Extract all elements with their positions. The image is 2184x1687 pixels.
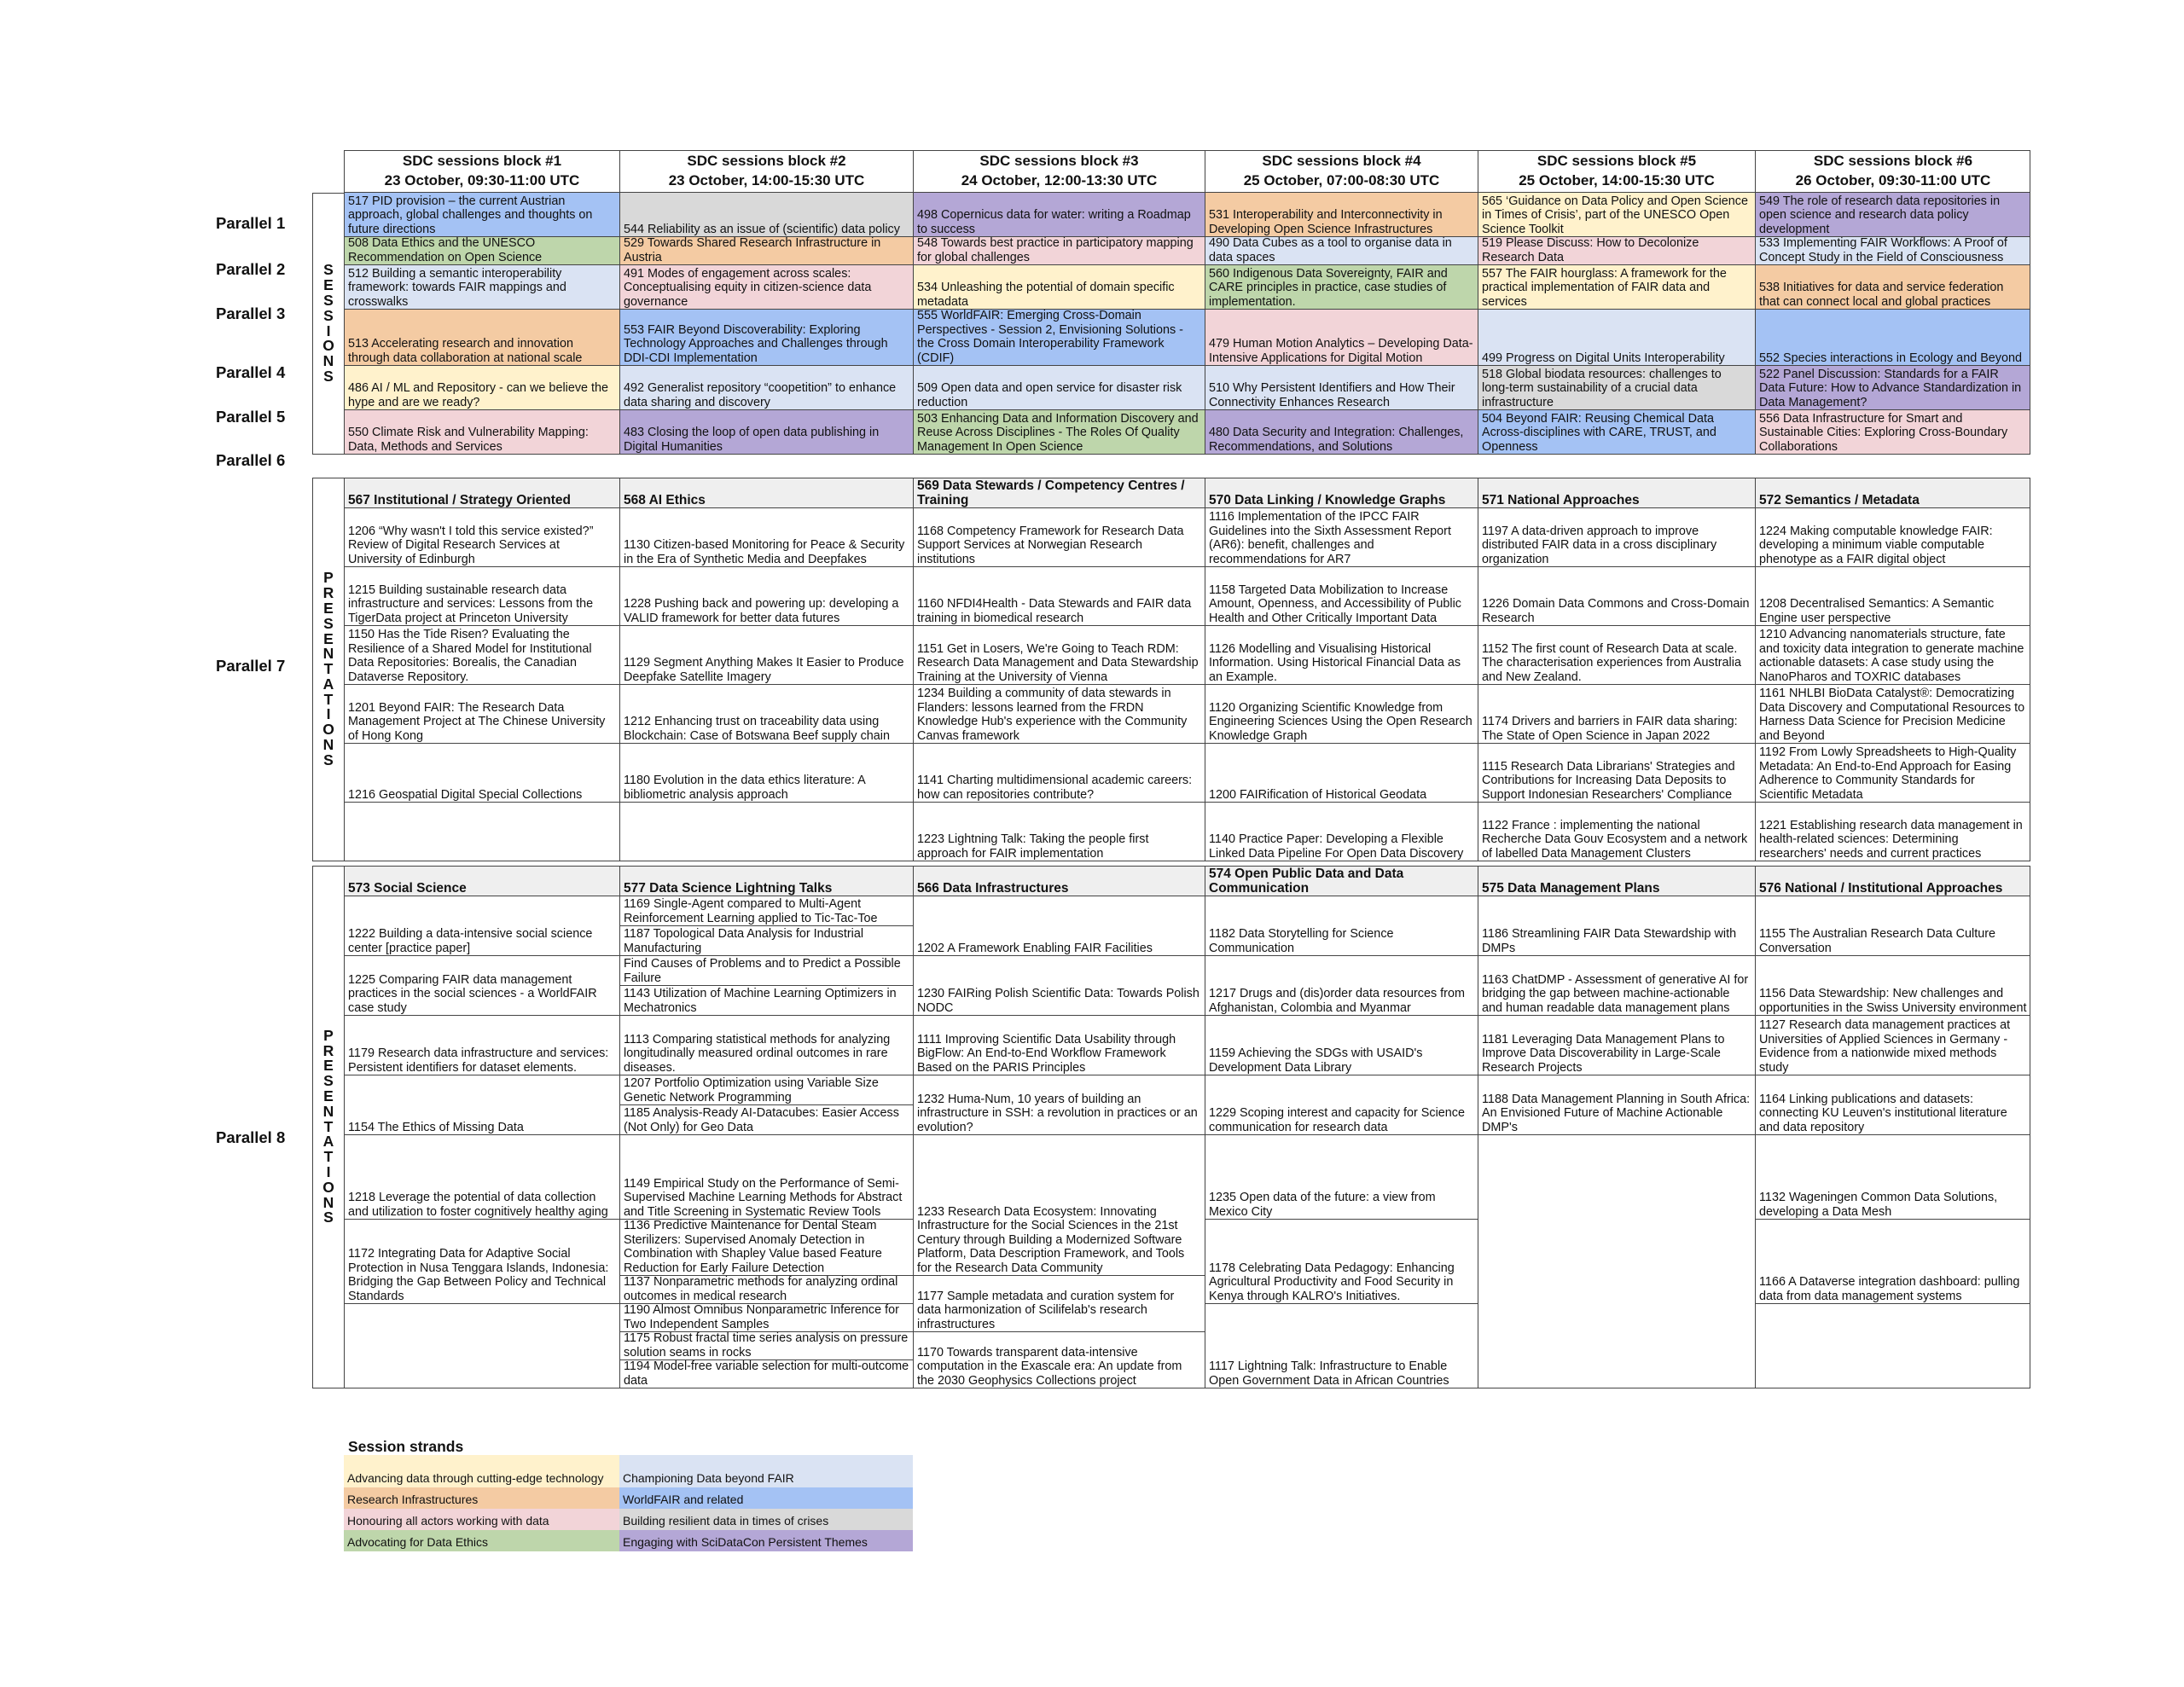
presentation-cell[interactable]: 1160 NFDI4Health - Data Stewards and FAIR data training in biomedical research bbox=[913, 567, 1205, 626]
presentation-cell[interactable]: 1178 Celebrating Data Pedagogy: Enhancing Agricultural Productivity and Food Security in Kenya through KALRO's Initiatives. bbox=[1205, 1220, 1478, 1304]
block-header bbox=[344, 150, 619, 193]
session-cell[interactable]: 552 Species interactions in Ecology and Beyond bbox=[1755, 310, 2030, 366]
session-cell[interactable]: 533 Implementing FAIR Workflows: A Proof of Concept Study in the Field of Consciousness bbox=[1755, 237, 2030, 265]
presentation-cell[interactable]: 1181 Leveraging Data Management Plans to Improve Data Discoverability in Large-Scale Research Projects bbox=[1478, 1016, 1755, 1075]
session-cell[interactable]: 509 Open data and open service for disaster risk reduction bbox=[913, 366, 1205, 410]
presentation-cell[interactable]: 1166 A Dataverse integration dashboard: pulling data from data management systems bbox=[1755, 1220, 2030, 1304]
presentation-cell[interactable]: 1182 Data Storytelling for Science Communication bbox=[1205, 896, 1478, 956]
presentation-cell[interactable]: 1129 Segment Anything Makes It Easier to Produce Deepfake Satellite Imagery bbox=[619, 626, 913, 685]
presentation-cell[interactable]: 1141 Charting multidimensional academic careers: how can repositories contribute? bbox=[913, 744, 1205, 803]
presentation-cell[interactable]: 1226 Domain Data Commons and Cross-Domain Research bbox=[1478, 567, 1755, 626]
block-title: SDC sessions block #5 bbox=[1536, 153, 1697, 169]
presentation-cell[interactable]: 1159 Achieving the SDGs with USAID's Development Data Library bbox=[1205, 1016, 1478, 1075]
presentations-vertical-label: P R E S E N T A T I O N S bbox=[312, 866, 344, 1388]
presentation-cell[interactable] bbox=[344, 1304, 619, 1388]
presentation-cell[interactable]: 1130 Citizen-based Monitoring for Peace & Security in the Era of Synthetic Media and Deepfakes bbox=[619, 508, 913, 567]
section-header: 574 Open Public Data and Data Communication bbox=[1205, 866, 1478, 896]
presentation-cell[interactable]: 1136 Predictive Maintenance for Dental Steam Sterilizers: Supervised Anomaly Detection in Combination with Shapley Value based Feature Reduction for Early Failure Detection bbox=[619, 1220, 913, 1276]
section-header: 570 Data Linking / Knowledge Graphs bbox=[1205, 478, 1478, 508]
block-title: SDC sessions block #4 bbox=[1262, 153, 1421, 169]
sessions-vertical-label: S E S S I O N S bbox=[312, 193, 344, 455]
presentation-cell[interactable]: 1120 Organizing Scientific Knowledge from Engineering Sciences Using the Open Research Knowledge Graph bbox=[1205, 685, 1478, 744]
presentation-cell[interactable]: 1235 Open data of the future: a view from Mexico City bbox=[1205, 1135, 1478, 1220]
session-cell[interactable]: 556 Data Infrastructure for Smart and Sustainable Cities: Exploring Cross-Boundary Collaborations bbox=[1755, 410, 2030, 455]
presentation-cell[interactable]: 1232 Huma-Num, 10 years of building an infrastructure in SSH: a revolution in practices or an evolution? bbox=[913, 1075, 1205, 1135]
block-header bbox=[1478, 150, 1755, 193]
presentation-cell[interactable]: 1212 Enhancing trust on traceability data using Blockchain: Case of Botswana Beef supply chain bbox=[619, 685, 913, 744]
presentation-cell[interactable]: 1218 Leverage the potential of data collection and utilization to foster cognitively healthy aging bbox=[344, 1135, 619, 1220]
legend-item: Engaging with SciDataCon Persistent Themes bbox=[619, 1530, 913, 1551]
section-header: 571 National Approaches bbox=[1478, 478, 1755, 508]
presentation-cell[interactable]: 1170 Towards transparent data-intensive computation in the Exascale era: An update from the 2030 Geophysics Collections project bbox=[913, 1332, 1205, 1388]
presentation-cell[interactable]: 1223 Lightning Talk: Taking the people first approach for FAIR implementation bbox=[913, 803, 1205, 861]
section-header: 576 National / Institutional Approaches bbox=[1755, 866, 2030, 896]
presentation-cell[interactable]: 1111 Improving Scientific Data Usability through BigFlow: An End-to-End Workflow Framework Based on the PARIS Principles bbox=[913, 1016, 1205, 1075]
presentation-cell[interactable] bbox=[1755, 1304, 2030, 1388]
session-cell[interactable]: 538 Initiatives for data and service federation that can connect local and global practices bbox=[1755, 265, 2030, 310]
presentation-cell[interactable]: 1174 Drivers and barriers in FAIR data sharing: The State of Open Science in Japan 2022 bbox=[1478, 685, 1755, 744]
presentation-cell[interactable]: 1180 Evolution in the data ethics literature: A bibliometric analysis approach bbox=[619, 744, 913, 803]
presentation-cell[interactable]: 1115 Research Data Librarians' Strategies and Contributions for Increasing Data Deposits to Support Indonesian Researchers' Compliance bbox=[1478, 744, 1755, 803]
presentation-cell[interactable]: 1197 A data-driven approach to improve distributed FAIR data in a cross disciplinary organization bbox=[1478, 508, 1755, 567]
session-cell[interactable]: 534 Unleashing the potential of domain specific metadata bbox=[913, 265, 1205, 310]
presentation-cell[interactable] bbox=[1478, 1135, 1755, 1388]
presentation-cell[interactable]: 1158 Targeted Data Mobilization to Increase Amount, Openness, and Accessibility of Public Health and Other Critically Important Data bbox=[1205, 567, 1478, 626]
presentation-cell[interactable]: 1143 Utilization of Machine Learning Optimizers in Mechatronics bbox=[619, 986, 913, 1016]
session-cell[interactable]: 544 Reliability as an issue of (scientific) data policy bbox=[619, 193, 913, 237]
presentation-cell[interactable]: 1234 Building a community of data stewards in Flanders: lessons learned from the FRDN Knowledge Hub's experience with the Community Canvas framework bbox=[913, 685, 1205, 744]
block-header bbox=[1205, 150, 1478, 193]
presentation-cell[interactable]: 1113 Comparing statistical methods for analyzing longitudinally measured ordinal outcomes in rare diseases. bbox=[619, 1016, 913, 1075]
session-cell[interactable]: 531 Interoperability and Interconnectivity in Developing Open Science Infrastructures bbox=[1205, 193, 1478, 237]
presentation-cell[interactable]: 1150 Has the Tide Risen? Evaluating the Resilience of a Shared Model for Institutional Data Repositories: Borealis, the Canadian Dataverse Repository. bbox=[344, 626, 619, 685]
legend-title: Session strands bbox=[348, 1438, 464, 1455]
presentation-cell[interactable]: 1164 Linking publications and datasets: connecting KU Leuven's institutional literature and data repository bbox=[1755, 1075, 2030, 1135]
block-header bbox=[1755, 150, 2030, 193]
presentation-cell[interactable]: 1188 Data Management Planning in South Africa: An Envisioned Future of Machine Actionable DMP's bbox=[1478, 1075, 1755, 1135]
parallel-label: Parallel 1 bbox=[216, 214, 286, 232]
presentation-cell[interactable]: 1208 Decentralised Semantics: A Semantic Engine user perspective bbox=[1755, 567, 2030, 626]
block-title: SDC sessions block #1 bbox=[402, 153, 562, 169]
presentation-cell[interactable]: 1187 Topological Data Analysis for Industrial Manufacturing bbox=[619, 926, 913, 956]
presentation-cell[interactable]: 1140 Practice Paper: Developing a Flexible Linked Data Pipeline For Open Data Discovery bbox=[1205, 803, 1478, 861]
legend-item: Advocating for Data Ethics bbox=[344, 1530, 619, 1551]
legend-item: Championing Data beyond FAIR bbox=[619, 1455, 913, 1487]
presentation-cell[interactable]: 1126 Modelling and Visualising Historical Information. Using Historical Financial Data as an Example. bbox=[1205, 626, 1478, 685]
presentation-cell[interactable]: 1151 Get in Losers, We're Going to Teach RDM: Research Data Management and Data Stewardship Training at the University of Vienna bbox=[913, 626, 1205, 685]
block-date: 25 October, 14:00-15:30 UTC bbox=[1519, 172, 1715, 188]
legend-item: Research Infrastructures bbox=[344, 1487, 619, 1509]
session-cell[interactable]: 517 PID provision – the current Austrian approach, global challenges and thoughts on future directions bbox=[344, 193, 619, 237]
presentation-cell[interactable]: 1156 Data Stewardship: New challenges and opportunities in the Swiss University environment bbox=[1755, 956, 2030, 1016]
section-header: 577 Data Science Lightning Talks bbox=[619, 866, 913, 896]
presentation-cell[interactable]: 1190 Almost Omnibus Nonparametric Inference for Two Independent Samples bbox=[619, 1304, 913, 1332]
block-title: SDC sessions block #2 bbox=[687, 153, 846, 169]
section-header: 573 Social Science bbox=[344, 866, 619, 896]
session-cell[interactable]: 498 Copernicus data for water: writing a Roadmap to success bbox=[913, 193, 1205, 237]
presentation-cell[interactable]: 1117 Lightning Talk: Infrastructure to Enable Open Government Data in African Countries bbox=[1205, 1304, 1478, 1388]
presentation-cell[interactable]: 1230 FAIRing Polish Scientific Data: Towards Polish NODC bbox=[913, 956, 1205, 1016]
session-cell[interactable]: 508 Data Ethics and the UNESCO Recommendation on Open Science bbox=[344, 237, 619, 265]
section-header: 575 Data Management Plans bbox=[1478, 866, 1755, 896]
session-cell[interactable]: 549 The role of research data repositories in open science and research data policy development bbox=[1755, 193, 2030, 237]
presentations-vertical-label: P R E S E N T A T I O N S bbox=[312, 478, 344, 861]
presentation-cell[interactable]: 1224 Making computable knowledge FAIR: developing a minimum viable computable phenotype as a FAIR digital object bbox=[1755, 508, 2030, 567]
presentation-cell[interactable]: 1225 Comparing FAIR data management practices in the social sciences - a WorldFAIR case study bbox=[344, 956, 619, 1016]
section-header: 569 Data Stewards / Competency Centres / Training bbox=[913, 478, 1205, 508]
presentation-cell[interactable]: 1149 Empirical Study on the Performance of Semi-Supervised Machine Learning Methods for Abstract and Title Screening in Systematic Review Tools bbox=[619, 1135, 913, 1220]
presentation-cell[interactable]: 1221 Establishing research data management in health-related sciences: Determining researchers' needs and current practices bbox=[1755, 803, 2030, 861]
block-date: 26 October, 09:30-11:00 UTC bbox=[1795, 172, 1991, 188]
session-cell[interactable]: 513 Accelerating research and innovation through data collaboration at national scale bbox=[344, 310, 619, 366]
legend-item: Building resilient data in times of crises bbox=[619, 1509, 913, 1530]
legend-item: Advancing data through cutting-edge technology bbox=[344, 1455, 619, 1487]
presentation-cell[interactable] bbox=[344, 803, 619, 861]
session-cell[interactable]: 499 Progress on Digital Units Interoperability bbox=[1478, 310, 1755, 366]
presentation-cell[interactable]: 1177 Sample metadata and curation system for data harmonization of Scilifelab's research infrastructures bbox=[913, 1276, 1205, 1332]
session-cell[interactable]: 504 Beyond FAIR: Reusing Chemical Data Across-disciplines with CARE, TRUST, and Openness bbox=[1478, 410, 1755, 455]
section-header: 572 Semantics / Metadata bbox=[1755, 478, 2030, 508]
presentation-cell[interactable]: 1216 Geospatial Digital Special Collections bbox=[344, 744, 619, 803]
session-cell[interactable]: 565 ‘Guidance on Data Policy and Open Science in Times of Crisis’, part of the UNESCO Open Science Toolkit bbox=[1478, 193, 1755, 237]
block-header bbox=[913, 150, 1205, 193]
legend-item: Honouring all actors working with data bbox=[344, 1509, 619, 1530]
block-title: SDC sessions block #6 bbox=[1813, 153, 1973, 169]
parallel-label: Parallel 4 bbox=[216, 363, 286, 381]
parallel-label: Parallel 7 bbox=[216, 657, 286, 675]
presentation-cell[interactable]: 1122 France : implementing the national Recherche Data Gouv Ecosystem and a network of labelled Data Management Clusters bbox=[1478, 803, 1755, 861]
session-cell[interactable]: 491 Modes of engagement across scales: Conceptualising equity in citizen-science data governance bbox=[619, 265, 913, 310]
session-cell[interactable]: 557 The FAIR hourglass: A framework for the practical implementation of FAIR data and services bbox=[1478, 265, 1755, 310]
block-date: 23 October, 09:30-11:00 UTC bbox=[384, 172, 580, 188]
presentation-cell[interactable]: 1161 NHLBI BioData Catalyst®: Democratizing Data Discovery and Computational Resources to Harness Data Science for Precision Medicine and Beyond bbox=[1755, 685, 2030, 744]
session-cell[interactable]: 503 Enhancing Data and Information Discovery and Reuse Across Disciplines - The Roles Of Quality Management In Open Science bbox=[913, 410, 1205, 455]
parallel-label: Parallel 3 bbox=[216, 304, 286, 322]
presentation-cell[interactable]: 1206 “Why wasn't I told this service existed?” Review of Digital Research Services at University of Edinburgh bbox=[344, 508, 619, 567]
presentation-cell[interactable]: 1207 Portfolio Optimization using Variable Size Genetic Network Programming bbox=[619, 1075, 913, 1105]
presentation-cell[interactable]: 1175 Robust fractal time series analysis on pressure solution seams in rocks bbox=[619, 1332, 913, 1360]
presentation-cell[interactable]: 1154 The Ethics of Missing Data bbox=[344, 1075, 619, 1135]
section-header: 568 AI Ethics bbox=[619, 478, 913, 508]
presentation-cell[interactable]: 1233 Research Data Ecosystem: Innovating Infrastructure for the Social Sciences in the 21st Century through Building a Modernized Software Platform, Data Description Framework, and Tools for the Research Data Community bbox=[913, 1135, 1205, 1276]
presentation-cell[interactable]: 1210 Advancing nanomaterials structure, fate and toxicity data integration to generate machine actionable datasets: A case study using the NanoPharos and TOXRIC databases bbox=[1755, 626, 2030, 685]
parallel-label: Parallel 5 bbox=[216, 408, 286, 426]
presentation-cell[interactable]: 1217 Drugs and (dis)order data resources from Afghanistan, Colombia and Myanmar bbox=[1205, 956, 1478, 1016]
presentation-cell[interactable]: 1172 Integrating Data for Adaptive Social Protection in Nusa Tenggara Islands, Indonesia: Bridging the Gap Between Policy and Technical Standards bbox=[344, 1220, 619, 1304]
presentation-cell[interactable]: 1200 FAIRification of Historical Geodata bbox=[1205, 744, 1478, 803]
session-cell[interactable]: 519 Please Discuss: How to Decolonize Research Data bbox=[1478, 237, 1755, 265]
presentation-cell[interactable]: 1228 Pushing back and powering up: developing a VALID framework for better data futures bbox=[619, 567, 913, 626]
presentation-cell[interactable]: Find Causes of Problems and to Predict a Possible Failure bbox=[619, 956, 913, 986]
session-cell[interactable]: 486 AI / ML and Repository - can we believe the hype and are we ready? bbox=[344, 366, 619, 410]
presentation-cell[interactable]: 1202 A Framework Enabling FAIR Facilities bbox=[913, 896, 1205, 956]
presentation-cell[interactable]: 1116 Implementation of the IPCC FAIR Guidelines into the Sixth Assessment Report (AR6): benefit, challenges and recommendations for AR7 bbox=[1205, 508, 1478, 567]
presentation-cell[interactable]: 1155 The Australian Research Data Culture Conversation bbox=[1755, 896, 2030, 956]
legend-item: WorldFAIR and related bbox=[619, 1487, 913, 1509]
presentation-cell[interactable]: 1179 Research data infrastructure and services: Persistent identifiers for dataset elements. bbox=[344, 1016, 619, 1075]
session-cell[interactable]: 560 Indigenous Data Sovereignty, FAIR and CARE principles in practice, case studies of implementation. bbox=[1205, 265, 1478, 310]
presentation-cell[interactable]: 1163 ChatDMP - Assessment of generative AI for bridging the gap between machine-actionable and human readable data management plans bbox=[1478, 956, 1755, 1016]
session-cell[interactable]: 548 Towards best practice in participatory mapping for global challenges bbox=[913, 237, 1205, 265]
presentation-cell[interactable]: 1169 Single-Agent compared to Multi-Agent Reinforcement Learning applied to Tic-Tac-Toe bbox=[619, 896, 913, 926]
section-header: 566 Data Infrastructures bbox=[913, 866, 1205, 896]
session-cell[interactable]: 553 FAIR Beyond Discoverability: Exploring Technology Approaches and Challenges through DDI-CDI Implementation bbox=[619, 310, 913, 366]
presentation-cell[interactable]: 1132 Wageningen Common Data Solutions, developing a Data Mesh bbox=[1755, 1135, 2030, 1220]
block-date: 24 October, 12:00-13:30 UTC bbox=[961, 172, 1158, 188]
session-cell[interactable]: 529 Towards Shared Research Infrastructure in Austria bbox=[619, 237, 913, 265]
presentation-cell[interactable]: 1127 Research data management practices at Universities of Applied Sciences in Germany - Evidence from a nationwide mixed methods study bbox=[1755, 1016, 2030, 1075]
presentation-cell[interactable]: 1137 Nonparametric methods for analyzing ordinal outcomes in medical research bbox=[619, 1276, 913, 1304]
presentation-cell[interactable]: 1152 The first count of Research Data at scale. The characterisation experiences from Australia and New Zealand. bbox=[1478, 626, 1755, 685]
presentation-cell[interactable]: 1229 Scoping interest and capacity for Science communication for research data bbox=[1205, 1075, 1478, 1135]
block-date: 25 October, 07:00-08:30 UTC bbox=[1243, 172, 1440, 188]
parallel-label: Parallel 8 bbox=[216, 1128, 286, 1146]
session-cell[interactable]: 483 Closing the loop of open data publishing in Digital Humanities bbox=[619, 410, 913, 455]
section-header: 567 Institutional / Strategy Oriented bbox=[344, 478, 619, 508]
presentation-cell[interactable]: 1222 Building a data-intensive social science center [practice paper] bbox=[344, 896, 619, 956]
parallel-label: Parallel 6 bbox=[216, 451, 286, 469]
parallel-label: Parallel 2 bbox=[216, 260, 286, 278]
session-cell[interactable]: 512 Building a semantic interoperability framework: towards FAIR mappings and crosswalks bbox=[344, 265, 619, 310]
presentation-cell[interactable]: 1194 Model-free variable selection for multi-outcome data bbox=[619, 1360, 913, 1388]
block-header bbox=[619, 150, 913, 193]
session-cell[interactable]: 522 Panel Discussion: Standards for a FAIR Data Future: How to Advance Standardization in Data Management? bbox=[1755, 366, 2030, 410]
presentation-cell[interactable] bbox=[619, 803, 913, 861]
session-cell[interactable]: 510 Why Persistent Identifiers and How Their Connectivity Enhances Research bbox=[1205, 366, 1478, 410]
session-cell[interactable]: 550 Climate Risk and Vulnerability Mapping: Data, Methods and Services bbox=[344, 410, 619, 455]
presentation-cell[interactable]: 1168 Competency Framework for Research Data Support Services at Norwegian Research institutions bbox=[913, 508, 1205, 567]
presentation-cell[interactable]: 1215 Building sustainable research data infrastructure and services: Lessons from the TigerData project at Princeton University bbox=[344, 567, 619, 626]
session-cell[interactable]: 555 WorldFAIR: Emerging Cross-Domain Perspectives - Session 2, Envisioning Solutions - the Cross Domain Interoperability Framework (CDIF) bbox=[913, 310, 1205, 366]
session-cell[interactable]: 479 Human Motion Analytics – Developing Data-Intensive Applications for Digital Motion bbox=[1205, 310, 1478, 366]
presentation-cell[interactable]: 1186 Streamlining FAIR Data Stewardship with DMPs bbox=[1478, 896, 1755, 956]
block-title: SDC sessions block #3 bbox=[979, 153, 1139, 169]
session-cell[interactable]: 518 Global biodata resources: challenges to long-term sustainability of a crucial data infrastructure bbox=[1478, 366, 1755, 410]
session-cell[interactable]: 490 Data Cubes as a tool to organise data in data spaces bbox=[1205, 237, 1478, 265]
session-cell[interactable]: 480 Data Security and Integration: Challenges, Recommendations, and Solutions bbox=[1205, 410, 1478, 455]
session-cell[interactable]: 492 Generalist repository “coopetition” to enhance data sharing and discovery bbox=[619, 366, 913, 410]
presentation-cell[interactable]: 1192 From Lowly Spreadsheets to High-Quality Metadata: An End-to-End Approach for Easing Adherence to Community Standards for Scientific Metadata bbox=[1755, 744, 2030, 803]
presentation-cell[interactable]: 1201 Beyond FAIR: The Research Data Management Project at The Chinese University of Hong Kong bbox=[344, 685, 619, 744]
presentation-cell[interactable]: 1185 Analysis-Ready AI-Datacubes: Easier Access (Not Only) for Geo Data bbox=[619, 1105, 913, 1135]
block-date: 23 October, 14:00-15:30 UTC bbox=[668, 172, 865, 188]
